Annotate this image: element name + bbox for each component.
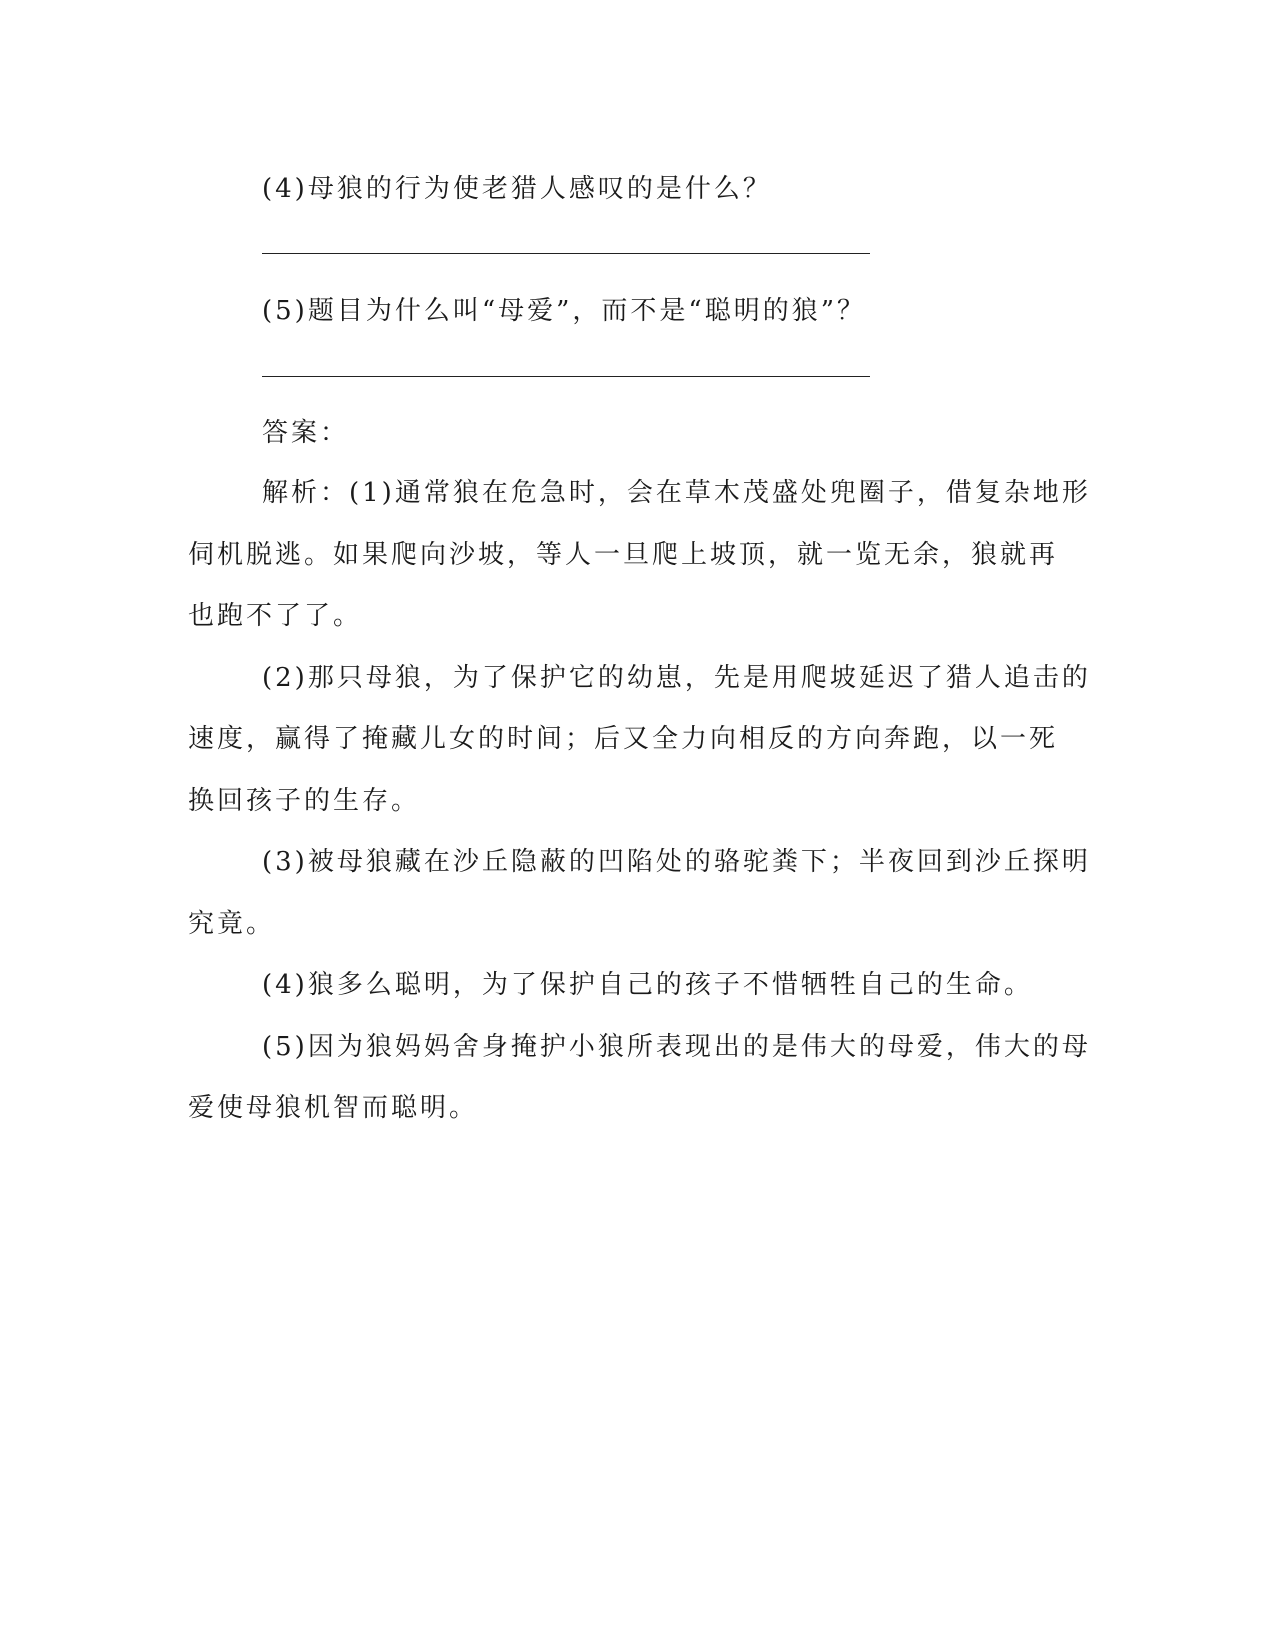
analysis-2-line-1: (2)那只母狼，为了保护它的幼崽，先是用爬坡延迟了猎人追击的 — [262, 663, 1091, 693]
analysis-2-line-3: 换回孩子的生存。 — [188, 786, 421, 816]
answer-blank-5[interactable] — [262, 376, 870, 377]
analysis-3-line-1: (3)被母狼藏在沙丘隐蔽的凹陷处的骆驼粪下；半夜回到沙丘探明 — [262, 847, 1091, 877]
question-5: (5)题目为什么叫“母爱”，而不是“聪明的狼”？ — [262, 296, 866, 326]
answer-blank-4[interactable] — [262, 253, 870, 254]
analysis-4-line-1: (4)狼多么聪明，为了保护自己的孩子不惜牺牲自己的生命。 — [262, 970, 1033, 1000]
answer-heading: 答案： — [262, 418, 350, 448]
analysis-5-line-2: 爱使母狼机智而聪明。 — [188, 1093, 479, 1123]
analysis-1-line-1: 解析：(1)通常狼在危急时，会在草木茂盛处兜圈子，借复杂地形 — [262, 478, 1091, 508]
analysis-2-line-2: 速度，赢得了掩藏儿女的时间；后又全力向相反的方向奔跑，以一死 — [188, 724, 1059, 754]
analysis-1-line-2: 伺机脱逃。如果爬向沙坡，等人一旦爬上坡顶，就一览无余，狼就再 — [188, 540, 1059, 570]
question-4: (4)母狼的行为使老猎人感叹的是什么？ — [262, 174, 772, 204]
analysis-3-line-2: 究竟。 — [188, 909, 276, 939]
analysis-1-line-3: 也跑不了了。 — [188, 601, 363, 631]
analysis-5-line-1: (5)因为狼妈妈舍身掩护小狼所表现出的是伟大的母爱，伟大的母 — [262, 1032, 1091, 1062]
